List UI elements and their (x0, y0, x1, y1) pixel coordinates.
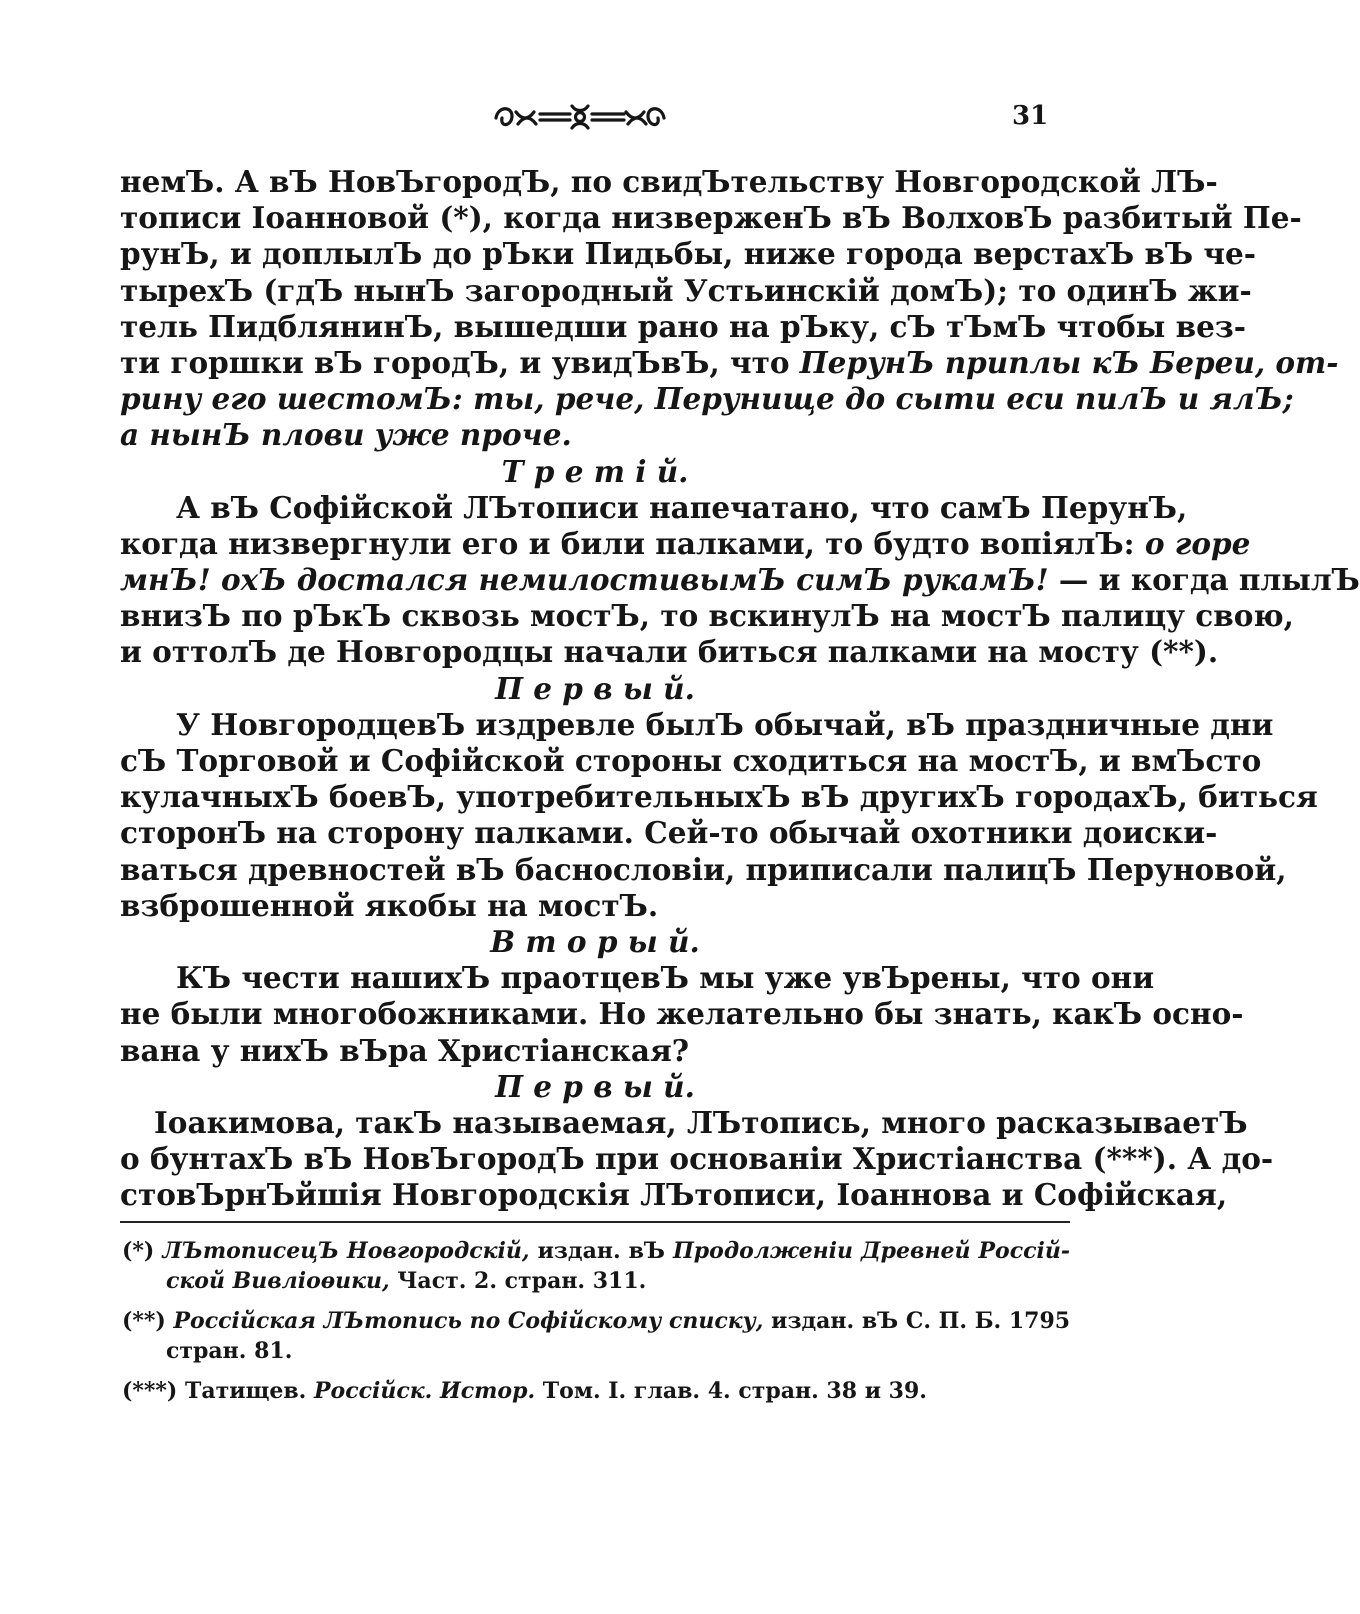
text-segment: Част. 2. стран. 311. (389, 1268, 647, 1294)
italic-text: Россійская ЛЪтопись по Софійскому списку, (173, 1308, 764, 1334)
paragraph (120, 706, 1318, 924)
text-segment: сторонЪ на сторону палками. Сей-то обычай охотники доиски- (120, 815, 1218, 851)
text-segment: сЪ Торговой и Софійской стороны сходиться на мостЪ, и вмЪсто (120, 743, 1262, 778)
text-line (120, 598, 1294, 634)
text-segment: тырехЪ (гдЪ нынЪ загородный Устьинскій домЪ); то одинЪ жи- (120, 272, 1252, 308)
speaker-heading-text: П е р в ы й. (495, 1068, 695, 1104)
italic-text: ПерунЪ приплы кЪ Береи, от- (799, 344, 1339, 380)
text-line (120, 489, 1188, 526)
text-segment: издан. вЪ С. П. Б. 1795 (763, 1308, 1071, 1334)
speaker-heading (120, 1069, 1070, 1105)
text-segment: (**) (122, 1308, 174, 1334)
paragraph (120, 489, 1360, 671)
text-segment: кулачныхЪ боевЪ, употребительныхЪ вЪ другихЪ городахЪ, биться (120, 779, 1318, 815)
text-segment: внизЪ по рЪкЪ сквозь мостЪ, то вскинулЪ на мостЪ палицу свою, (120, 598, 1294, 634)
text-line (120, 1177, 1228, 1213)
footnote-line (122, 1306, 1070, 1336)
text-line (120, 960, 1155, 996)
text-line (120, 1141, 1274, 1177)
speaker-heading (120, 671, 1070, 707)
italic-text: а нынЪ плови уже проче. (120, 417, 572, 453)
text-line (120, 525, 1251, 562)
text-line (120, 851, 1287, 888)
text-line (120, 743, 1262, 779)
text-segment: когда низвергнули его и били палками, то будто вопіялЪ: (120, 525, 1145, 561)
text-segment: не были многобожниками. Но желательно бы знать, какЪ осно- (120, 996, 1244, 1032)
speaker-heading-text: В т о р ы й. (490, 923, 700, 959)
text-line (120, 634, 1219, 670)
text-line (120, 1104, 1248, 1141)
footnote-separator-wrap (120, 1221, 1070, 1223)
text-segment: Іоакимова, такЪ называемая, ЛЪтопись, много расказываетЪ (154, 1104, 1248, 1140)
text-line (120, 417, 1070, 453)
speaker-heading-text: Т р е т і й. (501, 453, 689, 489)
text-segment: немЪ. А вЪ НовЪгородЪ, по свидЪтельству Новгородской ЛЪ- (120, 164, 1218, 199)
footnote (122, 1376, 1070, 1406)
italic-text: рину его шестомЪ: ты, рече, Перунище до сыти еси пилЪ и ялЪ; (120, 381, 1294, 417)
ornament-icon (488, 98, 673, 138)
paragraph (120, 960, 1244, 1069)
page-header (0, 92, 1213, 148)
text-line (120, 272, 1252, 309)
text-line (120, 344, 1339, 381)
text-line (120, 308, 1246, 345)
text-segment: тописи Іоанновой (*), когда низверженЪ вЪ ВолховЪ разбитый Пе- (120, 200, 1302, 236)
footnote-separator (120, 1221, 1070, 1223)
footnote (122, 1306, 1070, 1366)
footnote-line (122, 1236, 1070, 1266)
text-line (120, 1033, 1070, 1069)
speaker-heading (120, 454, 1070, 490)
italic-text: Продолженіи Древней Россій- (673, 1238, 1070, 1264)
footnotes (122, 1236, 1070, 1406)
footnote (122, 1236, 1070, 1296)
italic-text: ЛЪтописецЪ Новгородскій, (162, 1238, 530, 1264)
speaker-heading (120, 924, 1070, 960)
paragraph (120, 1104, 1274, 1214)
text-segment: ти горшки вЪ городЪ, и увидЪвЪ, что (120, 344, 800, 380)
text-segment: (*) (122, 1238, 163, 1264)
text-line (120, 236, 1257, 272)
text-segment: и оттолЪ де Новгородцы начали биться палками на мосту (**). (120, 634, 1219, 670)
footnote-gap (122, 1296, 1070, 1306)
text-segment: тель ПидблянинЪ, вышедши рано на рЪку, сЪ тЪмЪ чтобы вез- (120, 308, 1246, 344)
italic-text: о горе (1144, 525, 1251, 561)
text-segment: (***) Татищев. (122, 1378, 314, 1404)
main-text (120, 164, 1360, 1213)
page-number: 31 (1012, 101, 1049, 131)
text-segment: взброшенной якобы на мостЪ. (120, 887, 659, 923)
text-segment: рунЪ, и доплылЪ до рЪки Пидьбы, ниже города верстахЪ вЪ че- (120, 236, 1257, 272)
text-line (120, 200, 1302, 236)
text-line (120, 815, 1218, 851)
text-line (120, 779, 1318, 815)
text-segment: А вЪ Софійской ЛЪтописи напечатано, что самЪ ПерунЪ, (176, 489, 1188, 525)
text-segment: ваться древностей вЪ баснословіи, приписали палицЪ Перуновой, (120, 851, 1287, 887)
text-segment: издан. вЪ (529, 1238, 673, 1264)
text-line (120, 706, 1274, 743)
text-line (120, 888, 1070, 924)
text-segment: стран. 81. (166, 1338, 293, 1364)
italic-text: Россійск. Истор. (313, 1378, 536, 1404)
text-line (120, 996, 1244, 1032)
text-line (120, 164, 1218, 200)
speaker-heading-text: П е р в ы й. (495, 670, 695, 706)
text-segment: — и когда плылЪ (1048, 562, 1360, 598)
footnote-line (122, 1336, 1070, 1366)
text-segment: КЪ чести нашихЪ праотцевЪ мы уже увЪрены, что они (176, 960, 1155, 996)
footnote-line (122, 1376, 1070, 1406)
text-segment: Том. I. глав. 4. стран. 38 и 39. (535, 1378, 927, 1404)
italic-text: мнЪ! охЪ достался немилостивымЪ симЪ рукамЪ! (120, 562, 1049, 598)
text-segment: стовЪрнЪйшія Новгородскія ЛЪтописи, Іоаннова и Софійская, (120, 1177, 1228, 1213)
footnote-line (122, 1266, 1070, 1296)
text-line (120, 381, 1294, 417)
italic-text: ской Вивліоѳики, (166, 1268, 390, 1294)
paragraph (120, 164, 1339, 454)
text-line (120, 562, 1360, 598)
text-segment: о бунтахЪ вЪ НовЪгородЪ при основаніи Христіанства (***). А до- (120, 1141, 1274, 1177)
footnote-gap (122, 1366, 1070, 1376)
text-segment: вана у нихЪ вЪра Христіанская? (120, 1032, 690, 1068)
text-segment: У НовгородцевЪ издревле былЪ обычай, вЪ праздничные дни (176, 706, 1274, 742)
